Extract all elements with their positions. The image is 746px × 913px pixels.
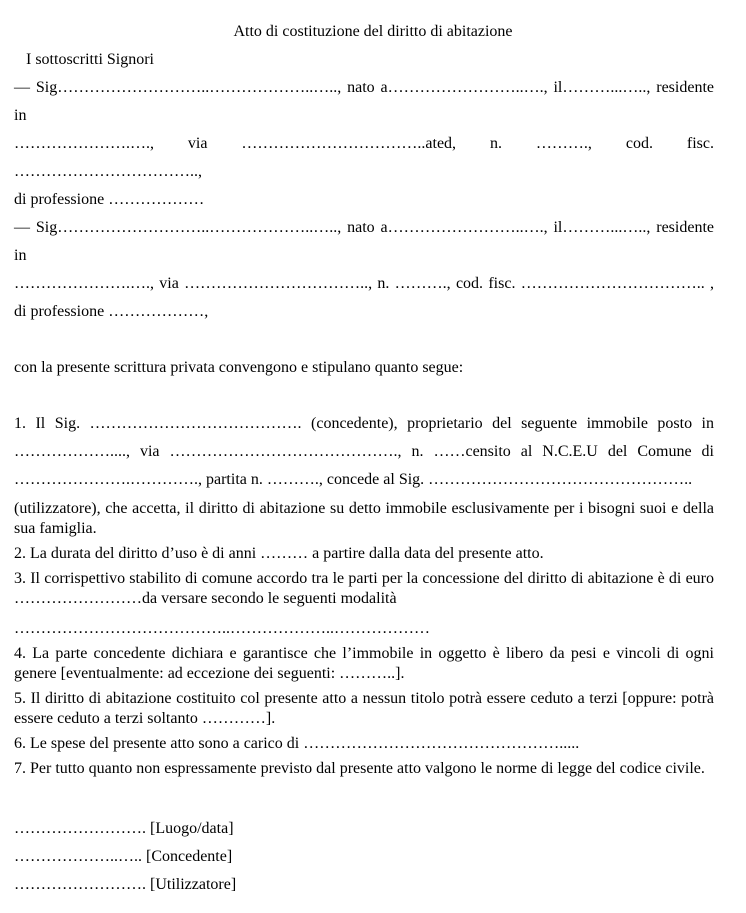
signature-line-luogo-data: ……………………. [Luogo/data] <box>14 820 234 837</box>
party-1-line-2: ………………….…., via ……………………………..ated, n. ………., cod. fisc. …………………………….., <box>14 135 714 180</box>
party-2-line-3: di professione ………………, <box>14 303 209 320</box>
dotted-fill-line: …………………………………..………………..……………… <box>14 620 430 637</box>
clause-7: 7. Per tutto quanto non espressamente previsto dal presente atto valgono le norme di legge del codice civile. <box>14 760 705 777</box>
signature-block <box>14 815 714 899</box>
signature-line-utilizzatore: ……………………. [Utilizzatore] <box>14 876 237 893</box>
blank-line <box>14 382 714 410</box>
document-title: Atto di costituzione del diritto di abitazione <box>233 23 513 40</box>
clause-6: 6. Le spese del presente atto sono a carico di …………………………………………..... <box>14 735 580 752</box>
clause-2: 2. La durata del diritto d’uso è di anni ……… a partire dalla data del presente atto. <box>14 545 544 562</box>
clause-3: 3. Il corrispettivo stabilito di comune accordo tra le parti per la concessione del diritto di abitazione è di euro ……………………da versare secondo le seguenti modalità <box>14 570 714 607</box>
clause-5: 5. Il diritto di abitazione costituito col presente atto a nessun titolo potrà essere ceduto a terzi [oppure: potrà essere ceduto a terzi soltanto …………]. <box>14 690 714 727</box>
signature-line-concedente: ………………..….. [Concedente] <box>14 848 233 865</box>
clause-4: 4. La parte concedente dichiara e garantisce che l’immobile in oggetto è libero da pesi e vincoli di ogni genere [eventualmente: ad eccezione dei seguenti: ………..]. <box>14 645 714 682</box>
clause-1-line-2: ………………...., via ……………………………………., n. ……censito al N.C.E.U del Comune di <box>14 443 714 460</box>
party-2-line-2: ………………….…., via …………………………….., n. ………., cod. fisc. …………………………….. , <box>14 275 714 292</box>
party-1-line-3: di professione ……………… <box>14 191 205 208</box>
party-2-line-1: — Sig………………………..………………..….., nato a……………………..…., il………...….., residente in <box>14 219 714 264</box>
clause-1-line-3: ………………….…………., partita n. ………., concede al Sig. ………………………………………….. <box>14 471 693 488</box>
agreement-premise: con la presente scrittura privata convengono e stipulano quanto segue: <box>14 359 464 376</box>
blank-line <box>14 326 714 354</box>
party-1-line-1: — Sig………………………..………………..….., nato a……………………..…., il………...….., residente in <box>14 79 714 124</box>
clause-1-line-1: 1. Il Sig. …………………………………. (concedente), proprietario del seguente immobile posto in <box>14 415 714 432</box>
clause-1-body: (utilizzatore), che accetta, il diritto di abitazione su detto immobile esclusivamente per i bisogni suoi e della sua famiglia. <box>14 500 714 537</box>
parties-intro: I sottoscritti Signori <box>26 51 154 68</box>
